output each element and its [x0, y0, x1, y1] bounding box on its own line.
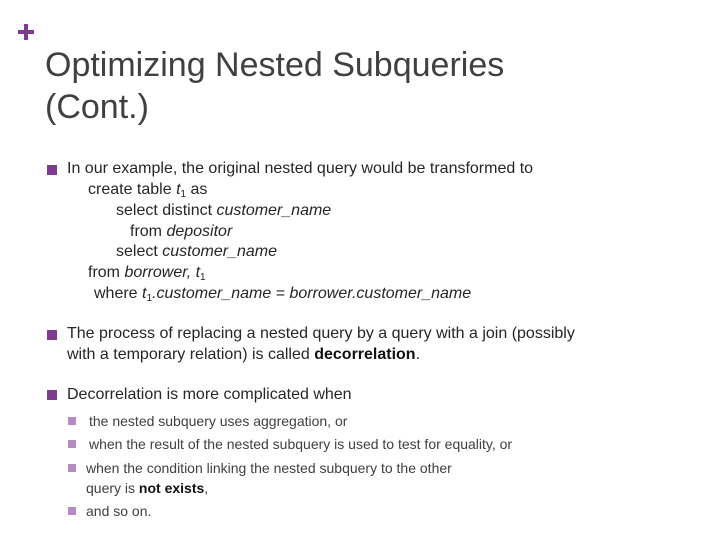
code-identifier: customer_name	[216, 202, 332, 219]
code-identifier: customer_name	[162, 243, 277, 260]
comma: ,	[204, 480, 209, 496]
sub-item-2: when the result of the nested subquery is used to test for equality, or	[89, 436, 513, 452]
sub-item-4: and so on.	[86, 503, 152, 519]
code-line-3	[130, 222, 232, 242]
code-line-6	[94, 284, 471, 304]
bullet-marker	[47, 165, 57, 175]
code-keyword: select	[116, 243, 163, 260]
code-keyword: as	[186, 181, 208, 198]
code-identifier: .customer_name = borrower.customer_name	[152, 285, 472, 302]
sub-item-3: when the condition linking the nested subquery to the other	[86, 460, 452, 476]
sub-bullet-marker	[68, 464, 76, 472]
bullet-3-text: Decorrelation is more complicated when	[67, 386, 352, 403]
keyword-not-exists: not exists	[138, 480, 205, 496]
slide-title	[45, 44, 665, 128]
period: .	[415, 346, 421, 363]
bullet-marker	[47, 330, 57, 340]
plus-icon	[16, 22, 38, 44]
sub-item-3-cont	[86, 479, 208, 497]
code-line-4	[116, 242, 277, 262]
code-keyword: from	[130, 223, 167, 240]
sub-bullet-marker	[68, 417, 76, 425]
code-subscript: 1	[146, 293, 153, 304]
title-line-1: Optimizing Nested Subqueries	[45, 46, 505, 84]
sub-bullet-marker	[68, 440, 76, 448]
code-var: t	[176, 181, 181, 198]
code-identifier: borrower, t	[124, 264, 201, 281]
title-line-2: (Cont.)	[45, 88, 149, 126]
bullet-2-line-2	[67, 345, 420, 365]
code-line-2	[116, 201, 331, 221]
code-subscript: 1	[180, 189, 187, 200]
bullet-marker	[47, 390, 57, 400]
code-var: t	[142, 285, 147, 302]
code-keyword: create table	[88, 181, 177, 198]
bullet-1-text: In our example, the original nested query would be transformed to	[67, 160, 534, 177]
bullet-2-text: with a temporary relation) is called	[67, 346, 315, 363]
code-line-5	[88, 263, 206, 283]
code-subscript: 1	[200, 272, 206, 283]
code-line-1	[88, 180, 207, 200]
term-decorrelation: decorrelation	[314, 346, 416, 363]
code-keyword: from	[88, 264, 125, 281]
bullet-2-line-1: The process of replacing a nested query by a query with a join (possibly	[67, 325, 575, 342]
sub-item-3-text: query is	[86, 480, 139, 496]
code-keyword: where	[94, 285, 143, 302]
sub-bullet-marker	[68, 507, 76, 515]
code-keyword: select distinct	[116, 202, 217, 219]
code-identifier: depositor	[166, 223, 233, 240]
sub-item-1: the nested subquery uses aggregation, or	[89, 413, 348, 429]
